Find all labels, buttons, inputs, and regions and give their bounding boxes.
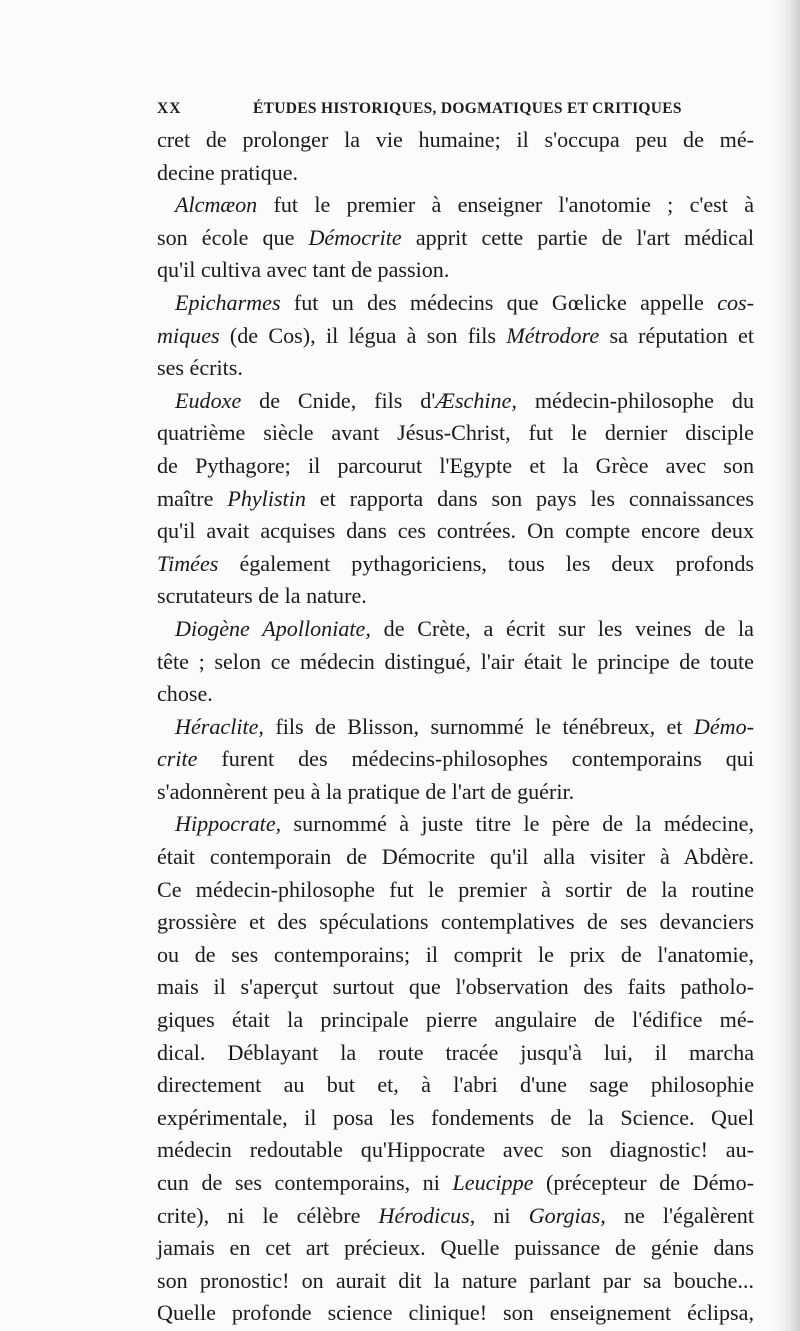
text-line: Alcmæon fut le premier à enseigner l'anotomie ; c'est à	[175, 192, 754, 218]
text-line: cun de ses contemporains, ni Leucippe (précepteur de Démo-	[157, 1170, 755, 1195]
text-line: son école que Démocrite apprit cette partie de l'art médical	[157, 224, 754, 250]
text-line: quatrième siècle avant Jésus-Christ, fut le dernier disciple	[157, 420, 754, 446]
paragraph	[157, 808, 754, 1330]
text-line: scrutateurs de la nature.	[157, 583, 367, 609]
paragraph	[157, 385, 754, 613]
text-line: maître Phylistin et rapporta dans son pays les connaissances	[157, 485, 754, 511]
text-line: qu'il cultiva avec tant de passion.	[157, 257, 450, 283]
running-header	[157, 96, 754, 122]
text-line: était contemporain de Démocrite qu'il alla visiter à Abdère.	[157, 844, 754, 870]
text-line: dical. Déblayant la route tracée jusqu'à lui, il marcha	[157, 1039, 754, 1065]
text-line: Héraclite, fils de Blisson, surnommé le ténébreux, et Démo-	[175, 713, 754, 739]
text-line: Ce médecin-philosophe fut le premier à sortir de la routine	[157, 876, 754, 902]
text-line: miques (de Cos), il légua à son fils Métrodore sa réputation et	[157, 322, 754, 348]
text-line: directement au but et, à l'abri d'une sage philosophie	[157, 1072, 754, 1098]
body-text	[157, 124, 754, 1330]
text-line: giques était la principale pierre angulaire de l'édifice mé-	[157, 1007, 754, 1033]
text-line: qu'il avait acquises dans ces contrées. On compte encore deux	[157, 518, 754, 544]
text-line: ses écrits.	[157, 355, 243, 381]
paragraph	[157, 124, 754, 189]
text-line: Hippocrate, surnommé à juste titre le père de la médecine,	[175, 811, 754, 837]
text-line: Timées également pythagoriciens, tous les deux profonds	[157, 550, 754, 576]
paragraph	[157, 287, 754, 385]
text-line: expérimentale, il posa les fondements de la Science. Quel	[157, 1104, 754, 1130]
text-line: Eudoxe de Cnide, fils d'Æschine, médecin-philosophe du	[175, 387, 754, 413]
text-line: mais il s'aperçut surtout que l'observation des faits patholo-	[157, 974, 754, 1000]
text-line: cret de prolonger la vie humaine; il s'occupa peu de mé-	[157, 127, 754, 152]
paragraph	[157, 613, 754, 711]
paragraph	[157, 711, 754, 809]
text-line: s'adonnèrent peu à la pratique de l'art de guérir.	[157, 778, 575, 804]
text-line: son pronostic! on aurait dit la nature parlant par sa bouche...	[157, 1267, 754, 1293]
text-line: Quelle profonde science clinique! son enseignement éclipsa,	[157, 1300, 754, 1326]
page-edge-shadow	[774, 0, 800, 1331]
text-line: crite), ni le célèbre Hérodicus, ni Gorgias, ne l'égalèrent	[157, 1202, 754, 1228]
text-line: de Pythagore; il parcourut l'Egypte et la Grèce avec son	[157, 452, 754, 478]
text-line: Diogène Apolloniate, de Crète, a écrit sur les veines de la	[175, 615, 754, 641]
text-line: grossière et des spéculations contemplatives de ses devanciers	[157, 909, 754, 935]
text-line: decine pratique.	[157, 159, 299, 185]
text-line: jamais en cet art précieux. Quelle puissance de génie dans	[157, 1235, 754, 1261]
text-line: Epicharmes fut un des médecins que Gœlicke appelle cos-	[175, 289, 754, 315]
text-line: chose.	[157, 681, 213, 707]
text-line: médecin redoutable qu'Hippocrate avec son diagnostic! au-	[157, 1137, 754, 1163]
running-title: ÉTUDES HISTORIQUES, DOGMATIQUES ET CRITIQUES	[253, 100, 682, 117]
text-line: crite furent des médecins-philosophes contemporains qui	[157, 746, 754, 772]
text-line: tête ; selon ce médecin distingué, l'air était le principe de toute	[157, 648, 754, 674]
text-line: ou de ses contemporains; il comprit le prix de l'anatomie,	[157, 941, 754, 967]
page-number: XX	[157, 100, 182, 117]
paragraph	[157, 189, 754, 287]
